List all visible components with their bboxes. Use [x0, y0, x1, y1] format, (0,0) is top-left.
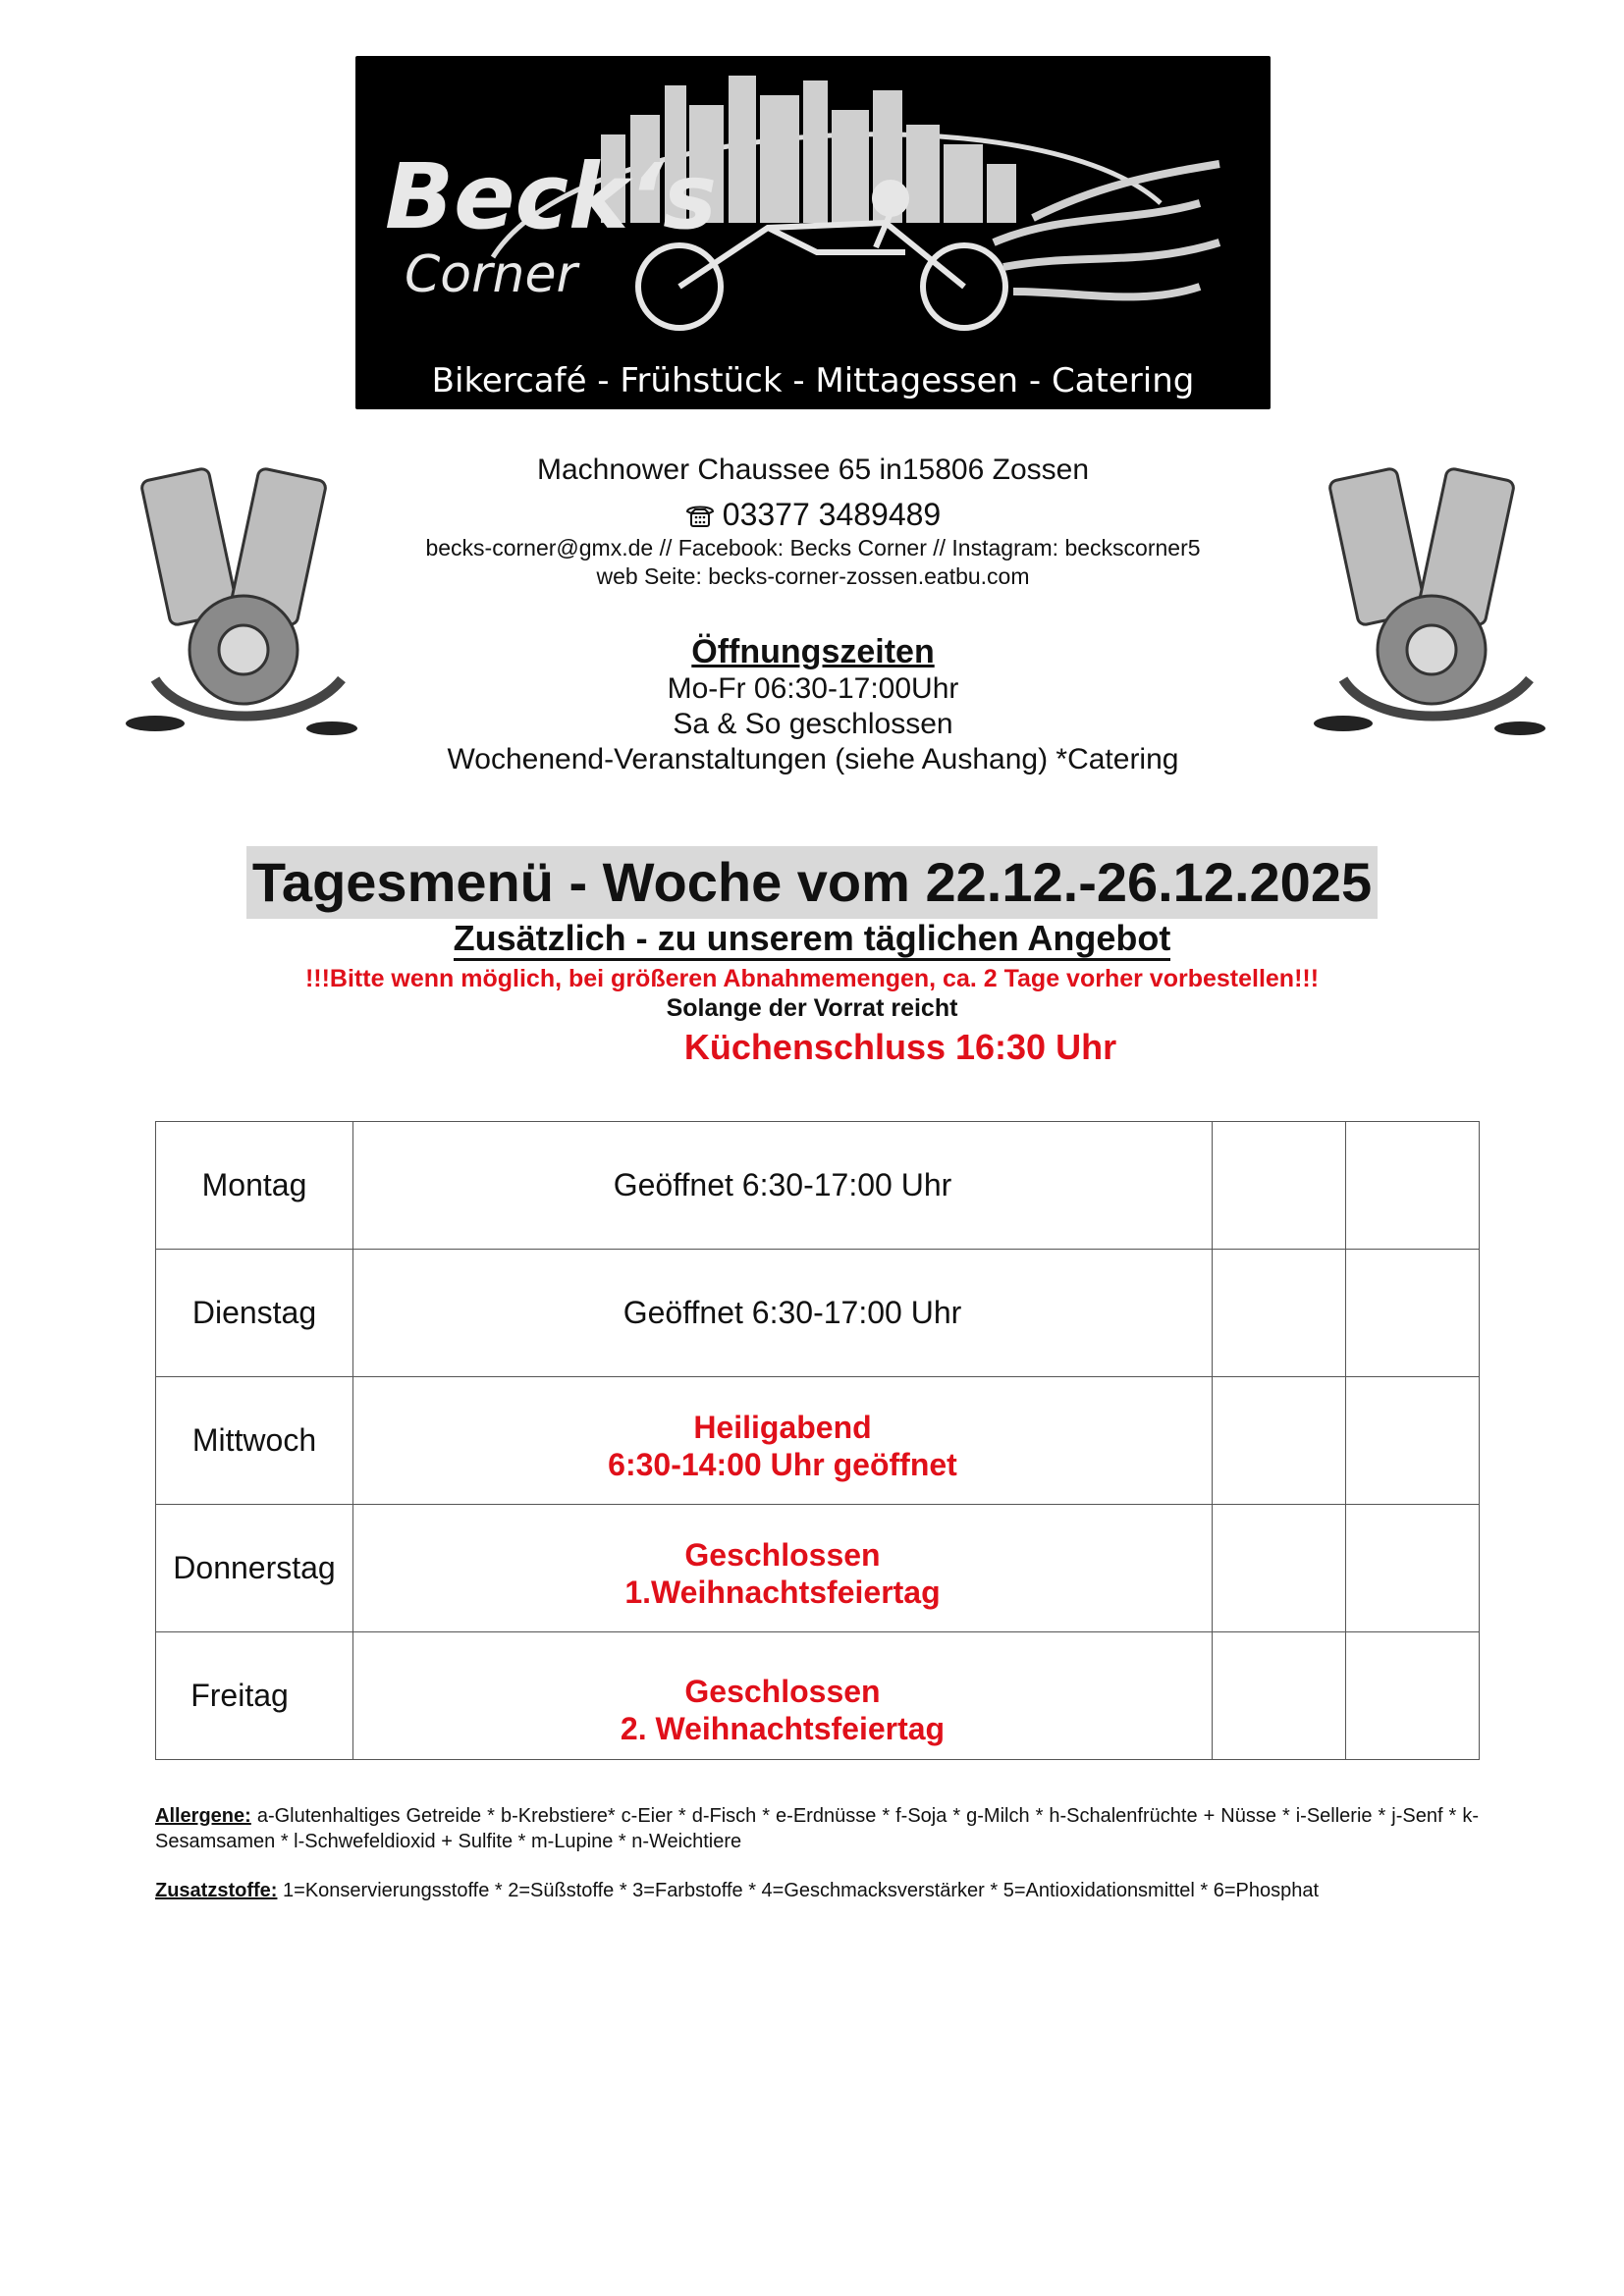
- menu-title: Tagesmenü - Woche vom 22.12.-26.12.2025: [246, 846, 1378, 919]
- dish-cell: [353, 1122, 1213, 1250]
- opening-hours-weekdays: Mo-Fr 06:30-17:00Uhr: [667, 672, 959, 705]
- additives-label: Zusatzstoffe:: [155, 1880, 278, 1901]
- dish-line: Geöffnet 6:30-17:00 Uhr: [623, 1295, 962, 1330]
- allergens-text: a-Glutenhaltiges Getreide * b-Krebstiere* c-Eier * d-Fisch * e-Erdnüsse * f-Soja * g-Milch * h-Schalenfrüchte + Nüsse * i-Sellerie * j-Senf * k-Sesamsamen * l-Schwefeldioxid + Sulfite * m-Lupine * n-Weichtiere: [155, 1805, 1480, 1852]
- empty-cell: [1213, 1122, 1346, 1250]
- dish-cell: [353, 1250, 1213, 1377]
- menu-subtitle: [0, 918, 1624, 959]
- day-cell: [156, 1122, 353, 1250]
- logo-tagline: Bikercafé - Frühstück - Mittagessen - Catering: [431, 361, 1195, 400]
- dish-line-1: Geschlossen: [684, 1673, 881, 1709]
- day-cell: [156, 1505, 353, 1632]
- empty-cell: [1346, 1250, 1480, 1377]
- table-row: [156, 1122, 1480, 1250]
- day-label: Freitag: [190, 1678, 289, 1713]
- day-label: Donnerstag: [173, 1550, 336, 1585]
- dish-cell: [353, 1377, 1213, 1505]
- empty-cell: [1213, 1505, 1346, 1632]
- allergens-note: [155, 1803, 1479, 1854]
- engine-illustration-right: [1284, 454, 1585, 748]
- additives-note: [155, 1880, 1479, 1902]
- table-row: [156, 1250, 1480, 1377]
- table-row: [156, 1632, 1480, 1760]
- additives-text: 1=Konservierungsstoffe * 2=Süßstoffe * 3=Farbstoffe * 4=Geschmacksverstärker * 5=Antioxidationsmittel * 6=Phosphat: [283, 1880, 1320, 1901]
- dish-cell: [353, 1632, 1213, 1760]
- dish-cell: [353, 1505, 1213, 1632]
- logo-banner: [355, 56, 1271, 409]
- phone-line: [355, 497, 1271, 537]
- day-cell: [156, 1632, 353, 1760]
- dish-line-2: 2. Weihnachtsfeiertag: [620, 1710, 946, 1746]
- stock-note: Solange der Vorrat reicht: [666, 994, 958, 1022]
- social-contacts: becks-corner@gmx.de // Facebook: Becks Corner // Instagram: beckscorner5: [425, 535, 1201, 561]
- dish-line-2: 1.Weihnachtsfeiertag: [624, 1574, 941, 1610]
- day-cell: [156, 1250, 353, 1377]
- opening-hours-events: Wochenend-Veranstaltungen (siehe Aushang) *Catering: [447, 743, 1179, 775]
- empty-cell: [1346, 1377, 1480, 1505]
- empty-cell: [1213, 1377, 1346, 1505]
- empty-cell: [1346, 1632, 1480, 1760]
- dish-line-1: Geschlossen: [684, 1536, 881, 1573]
- empty-cell: [1213, 1632, 1346, 1760]
- telephone-icon: [685, 501, 715, 537]
- menu-title-wrapper: [0, 846, 1624, 919]
- day-cell: [156, 1377, 353, 1505]
- preorder-note: !!!Bitte wenn möglich, bei größeren Abnahmemengen, ca. 2 Tage vorher vorbestellen!!!: [304, 965, 1320, 992]
- day-label: Montag: [201, 1167, 307, 1202]
- opening-hours-weekend: Sa & So geschlossen: [673, 708, 953, 740]
- weekly-menu-table: [155, 1121, 1480, 1760]
- logo-graphic: [355, 56, 1271, 409]
- allergens-label: Allergene:: [155, 1805, 251, 1827]
- opening-hours-title: Öffnungszeiten: [691, 633, 935, 670]
- table-row: [156, 1505, 1480, 1632]
- logo-name-line1: Beck‘s: [385, 144, 717, 249]
- dish-line: Geöffnet 6:30-17:00 Uhr: [613, 1167, 952, 1202]
- phone-number: 03377 3489489: [722, 497, 942, 532]
- dish-line-1: Heiligabend: [693, 1409, 872, 1445]
- day-label: Dienstag: [191, 1295, 317, 1330]
- empty-cell: [1213, 1250, 1346, 1377]
- flames-icon: [994, 164, 1219, 296]
- kitchen-closing-time: Küchenschluss 16:30 Uhr: [683, 1027, 1117, 1067]
- engine-illustration-left: [96, 454, 397, 748]
- empty-cell: [1346, 1122, 1480, 1250]
- website: web Seite: becks-corner-zossen.eatbu.com: [596, 563, 1030, 589]
- menu-subtitle-text: Zusätzlich - zu unserem täglichen Angebot: [454, 918, 1171, 961]
- address: Machnower Chaussee 65 in15806 Zossen: [536, 454, 1090, 486]
- table-row: [156, 1377, 1480, 1505]
- day-label: Mittwoch: [191, 1422, 317, 1458]
- dish-line-2: 6:30-14:00 Uhr geöffnet: [608, 1446, 957, 1482]
- empty-cell: [1346, 1505, 1480, 1632]
- logo-name-line2: Corner: [405, 245, 577, 304]
